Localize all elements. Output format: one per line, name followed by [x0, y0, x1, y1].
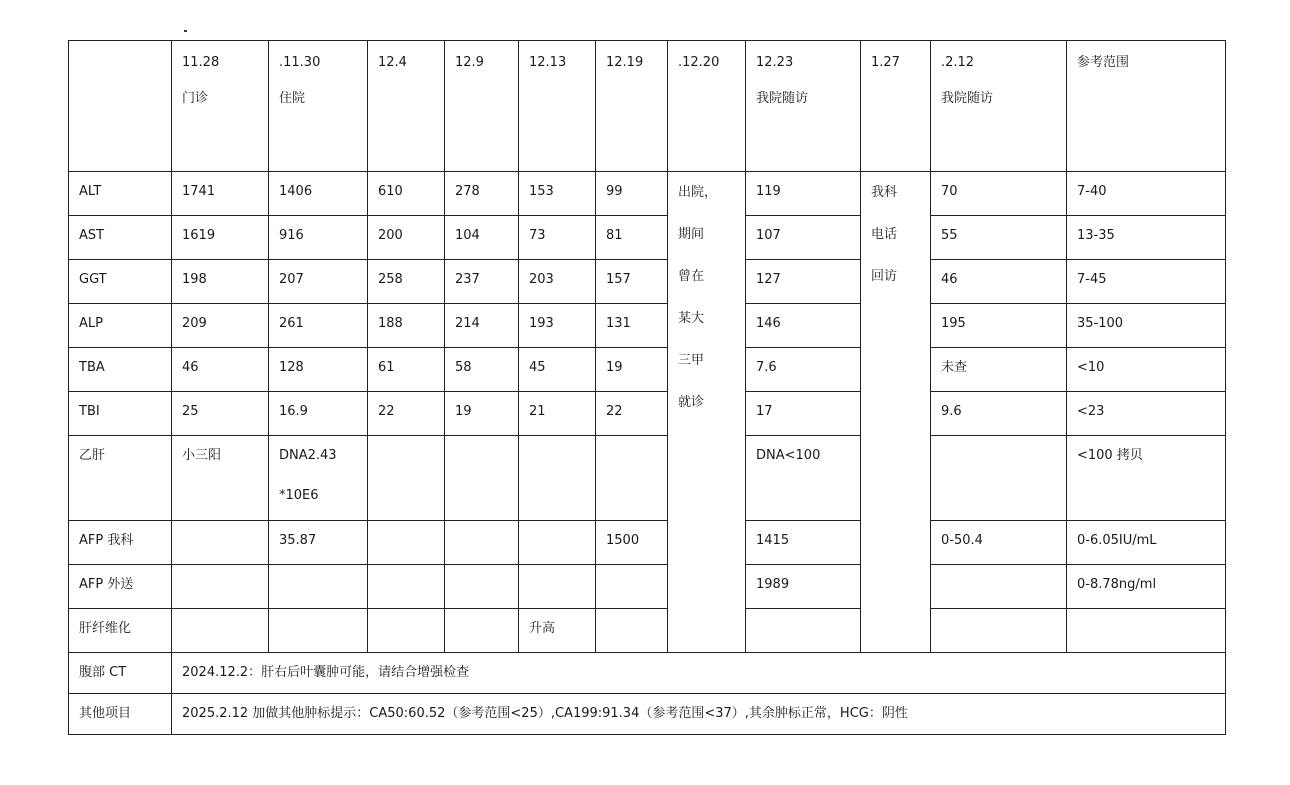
- table-cell: [269, 609, 368, 653]
- row-label: 肝纤维化: [69, 609, 172, 653]
- table-row: [69, 565, 1226, 609]
- table-cell: 119: [746, 172, 861, 216]
- table-cell: 1619: [172, 216, 269, 260]
- table-cell: 198: [172, 260, 269, 304]
- table-cell: 237: [445, 260, 519, 304]
- table-cell: 81: [596, 216, 668, 260]
- table-cell: 214: [445, 304, 519, 348]
- row-label: AST: [69, 216, 172, 260]
- table-row: [69, 694, 1226, 735]
- header-cell: .11.30 住院: [269, 41, 368, 172]
- table-cell: 153: [519, 172, 596, 216]
- table-cell: 207: [269, 260, 368, 304]
- table-cell: 61: [368, 348, 445, 392]
- table-cell: [368, 609, 445, 653]
- table-row: [69, 260, 1226, 304]
- table-cell: 1406: [269, 172, 368, 216]
- table-cell: [1067, 609, 1226, 653]
- row-label: 腹部 CT: [69, 653, 172, 694]
- row-label: TBA: [69, 348, 172, 392]
- table-cell: [746, 609, 861, 653]
- table-cell: [519, 436, 596, 521]
- table-cell: 升高: [519, 609, 596, 653]
- table-cell: [931, 436, 1067, 521]
- header-cell: 12.9: [445, 41, 519, 172]
- table-cell: [596, 565, 668, 609]
- table-cell: 35.87: [269, 521, 368, 565]
- table-cell: 22: [596, 392, 668, 436]
- header-cell: .12.20: [668, 41, 746, 172]
- table-cell: [445, 609, 519, 653]
- table-cell: 73: [519, 216, 596, 260]
- table-cell: 45: [519, 348, 596, 392]
- table-cell: DNA2.43 *10E6: [269, 436, 368, 521]
- row-label: GGT: [69, 260, 172, 304]
- table-cell: 278: [445, 172, 519, 216]
- table-cell: 610: [368, 172, 445, 216]
- table-cell: 0-8.78ng/ml: [1067, 565, 1226, 609]
- table-cell: [172, 565, 269, 609]
- table-cell: 107: [746, 216, 861, 260]
- table-row: [69, 609, 1226, 653]
- table-cell: 7-45: [1067, 260, 1226, 304]
- row-label: ALP: [69, 304, 172, 348]
- table-cell: 131: [596, 304, 668, 348]
- table-row: [69, 436, 1226, 521]
- merged-note-127: 我科 电话 回访: [861, 172, 931, 653]
- header-cell: 12.19: [596, 41, 668, 172]
- table-cell: 916: [269, 216, 368, 260]
- table-cell: 203: [519, 260, 596, 304]
- merged-note-1220: 出院， 期间 曾在 某大 三甲 就诊: [668, 172, 746, 653]
- table-cell: 16.9: [269, 392, 368, 436]
- table-cell: 193: [519, 304, 596, 348]
- table-cell: 46: [931, 260, 1067, 304]
- table-cell: 0-6.05IU/mL: [1067, 521, 1226, 565]
- table-cell: 未查: [931, 348, 1067, 392]
- header-cell: 12.4: [368, 41, 445, 172]
- table-cell: [519, 565, 596, 609]
- table-cell: [368, 436, 445, 521]
- table-row: [69, 392, 1226, 436]
- row-label: AFP 我科: [69, 521, 172, 565]
- table-cell: 258: [368, 260, 445, 304]
- table-cell: [931, 565, 1067, 609]
- table-cell: <23: [1067, 392, 1226, 436]
- table-cell: 55: [931, 216, 1067, 260]
- table-cell: <10: [1067, 348, 1226, 392]
- lab-results-table: [68, 40, 1226, 735]
- row-label: ALT: [69, 172, 172, 216]
- row-label: AFP 外送: [69, 565, 172, 609]
- table-cell: 7.6: [746, 348, 861, 392]
- table-cell: 127: [746, 260, 861, 304]
- table-cell: 21: [519, 392, 596, 436]
- header-cell: .2.12 我院随访: [931, 41, 1067, 172]
- header-corner: [69, 41, 172, 172]
- table-cell: [519, 521, 596, 565]
- header-cell: 12.23 我院随访: [746, 41, 861, 172]
- table-row: [69, 348, 1226, 392]
- table-cell: [172, 521, 269, 565]
- row-label: 其他项目: [69, 694, 172, 735]
- table-cell: [445, 436, 519, 521]
- header-cell: 11.28 门诊: [172, 41, 269, 172]
- table-cell: [368, 521, 445, 565]
- table-cell: [172, 609, 269, 653]
- table-cell: 195: [931, 304, 1067, 348]
- table-cell: 1989: [746, 565, 861, 609]
- table-cell: <100 拷贝: [1067, 436, 1226, 521]
- other-finding: 2025.2.12 加做其他肿标提示：CA50:60.52（参考范围<25）,CA199:91.34（参考范围<37）,其余肿标正常，HCG：阴性: [172, 694, 1226, 735]
- table-cell: 146: [746, 304, 861, 348]
- table-cell: 小三阳: [172, 436, 269, 521]
- table-cell: 17: [746, 392, 861, 436]
- table-cell: 19: [445, 392, 519, 436]
- table-cell: 1415: [746, 521, 861, 565]
- table-cell: 99: [596, 172, 668, 216]
- table-cell: 209: [172, 304, 269, 348]
- table-cell: [596, 436, 668, 521]
- table-cell: 261: [269, 304, 368, 348]
- table-cell: 200: [368, 216, 445, 260]
- table-cell: [445, 565, 519, 609]
- table-cell: DNA<100: [746, 436, 861, 521]
- table-cell: 1741: [172, 172, 269, 216]
- stray-mark: [184, 30, 187, 32]
- table-cell: 46: [172, 348, 269, 392]
- table-row: [69, 521, 1226, 565]
- table-cell: [931, 609, 1067, 653]
- table-cell: 188: [368, 304, 445, 348]
- table-row: [69, 216, 1226, 260]
- header-cell: 参考范围: [1067, 41, 1226, 172]
- row-label: TBI: [69, 392, 172, 436]
- table-row: [69, 653, 1226, 694]
- table-cell: [596, 609, 668, 653]
- table-cell: 9.6: [931, 392, 1067, 436]
- table-cell: 128: [269, 348, 368, 392]
- table-cell: 7-40: [1067, 172, 1226, 216]
- table-cell: [368, 565, 445, 609]
- table-cell: 58: [445, 348, 519, 392]
- table-cell: 22: [368, 392, 445, 436]
- table-cell: 35-100: [1067, 304, 1226, 348]
- table-cell: 19: [596, 348, 668, 392]
- table-cell: [445, 521, 519, 565]
- header-row: [69, 41, 1226, 172]
- row-label: 乙肝: [69, 436, 172, 521]
- table-cell: 1500: [596, 521, 668, 565]
- ct-finding: 2024.12.2：肝右后叶囊肿可能，请结合增强检查: [172, 653, 1226, 694]
- header-cell: 1.27: [861, 41, 931, 172]
- table-cell: 104: [445, 216, 519, 260]
- table-cell: 157: [596, 260, 668, 304]
- table-row: [69, 304, 1226, 348]
- table-cell: 13-35: [1067, 216, 1226, 260]
- table-cell: [269, 565, 368, 609]
- table-cell: 25: [172, 392, 269, 436]
- table-cell: 70: [931, 172, 1067, 216]
- header-cell: 12.13: [519, 41, 596, 172]
- table-row: [69, 172, 1226, 216]
- table-cell: 0-50.4: [931, 521, 1067, 565]
